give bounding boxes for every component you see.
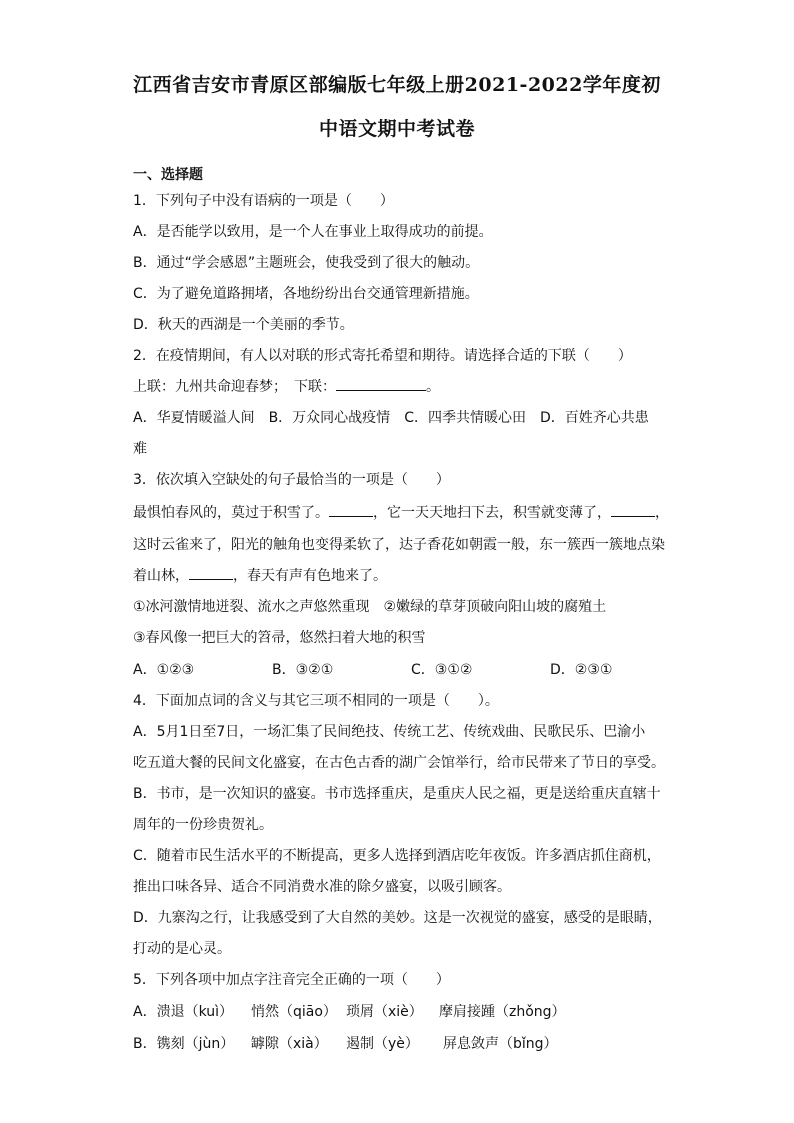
exam-title-line-1: 江西省吉安市青原区部编版七年级上册2021-2022学年度初 bbox=[133, 74, 661, 96]
option-b-item-2: 罅隙（xià） bbox=[251, 1036, 328, 1052]
question-3-passage-line-3 bbox=[133, 567, 387, 585]
answer-blank bbox=[189, 567, 233, 580]
option-a-item-1: A．溃退（kuì） bbox=[133, 1004, 234, 1020]
question-4-option-c-line-1: C．随着市民生活水平的不断提高，更多人选择到酒店吃年夜饭。许多酒店抓住商机， bbox=[133, 848, 661, 864]
question-2-couplet bbox=[133, 378, 440, 396]
question-1-option-b: B．通过“学会感恩”主题班会，使我受到了很大的触动。 bbox=[133, 255, 480, 271]
option-a-item-4: 摩肩接踵（zhǒng） bbox=[439, 1004, 566, 1020]
option-b-item-1: B．镌刻（jùn） bbox=[133, 1036, 235, 1052]
question-3-sentence-3: ③春风像一把巨大的笤帚，悠然扫着大地的积雪 bbox=[133, 630, 426, 646]
question-2-option-a: A．华夏情暖溢人间 bbox=[133, 410, 255, 426]
couplet-end: 。 bbox=[426, 379, 440, 395]
couplet-text: 上联：九州共命迎春梦； 下联： bbox=[133, 379, 336, 395]
question-4-option-c-line-2: 推出口味各异、适合不同消费水准的除夕盛宴，以吸引顾客。 bbox=[133, 879, 511, 895]
question-2-options bbox=[133, 409, 649, 427]
question-1-option-a: A．是否能学以致用，是一个人在事业上取得成功的前提。 bbox=[133, 224, 493, 240]
question-3-passage-line-2: 这时云雀来了，阳光的触角也变得柔软了，达子香花如朝霞一般，东一簇西一簇地点染 bbox=[133, 537, 665, 553]
question-3-sentences-1-2: ①冰河激情地迸裂、流水之声悠然重现 ②嫩绿的草芽顶破向阳山坡的腐殖土 bbox=[133, 599, 607, 615]
question-4-option-a-line-1: A．5月1日至7日，一场汇集了民间绝技、传统工艺、传统戏曲、民歌民乐、巴渝小 bbox=[133, 724, 646, 740]
question-3-options bbox=[133, 661, 612, 679]
option-a-item-3: 琐屑（xiè） bbox=[346, 1004, 423, 1020]
question-3-option-c: C．③①② bbox=[411, 662, 473, 678]
question-5-option-b bbox=[133, 1035, 558, 1053]
question-4-option-b-line-1: B．书市，是一次知识的盛宴。书市选择重庆，是重庆人民之福，更是送给重庆直辖十 bbox=[133, 786, 661, 802]
question-2-option-b: B．万众同心战疫情 bbox=[268, 410, 391, 426]
question-3-passage-line-1 bbox=[133, 504, 669, 522]
question-1-option-d: D．秋天的西湖是一个美丽的季节。 bbox=[133, 317, 354, 333]
passage-text: ，春天有声有色地来了。 bbox=[233, 568, 387, 584]
question-4-stem: 4．下面加点词的含义与其它三项不相同的一项是（ ）。 bbox=[133, 693, 499, 709]
question-2-stem: 2．在疫情期间，有人以对联的形式寄托希望和期待。请选择合适的下联（ ） bbox=[133, 348, 632, 364]
question-5-stem: 5．下列各项中加点字注音完全正确的一项（ ） bbox=[133, 972, 450, 988]
passage-text: 最惧怕春风的，莫过于积雪了。 bbox=[133, 505, 329, 521]
option-a-item-2: 悄然（qiāo） bbox=[251, 1004, 337, 1020]
question-4-option-d-line-1: D．九寨沟之行，让我感受到了大自然的美妙。这是一次视觉的盛宴，感受的是眼睛， bbox=[133, 910, 662, 926]
question-4-option-d-line-2: 打动的是心灵。 bbox=[133, 941, 231, 957]
question-3-option-b: B．③②① bbox=[272, 662, 334, 678]
question-3-option-a: A．①②③ bbox=[133, 662, 195, 678]
question-3-stem: 3．依次填入空缺处的句子最恰当的一项是（ ） bbox=[133, 472, 450, 488]
question-2-option-c: C．四季共情暖心田 bbox=[404, 410, 526, 426]
question-1-stem: 1．下列句子中没有语病的一项是（ ） bbox=[133, 193, 394, 209]
question-5-option-a bbox=[133, 1003, 566, 1021]
passage-text: ，它一天天地扫下去，积雪就变薄了， bbox=[373, 505, 611, 521]
answer-blank bbox=[336, 378, 426, 391]
option-b-item-4: 屏息敛声（bǐng） bbox=[443, 1036, 558, 1052]
section-heading: 一、选择题 bbox=[133, 167, 203, 183]
question-2-option-d: D．百姓齐心共患 bbox=[539, 410, 649, 426]
question-1-option-c: C．为了避免道路拥堵，各地纷纷出台交通管理新措施。 bbox=[133, 286, 479, 302]
passage-text: ， bbox=[655, 505, 669, 521]
exam-title-line-2: 中语文期中考试卷 bbox=[318, 118, 475, 140]
passage-text: 着山林， bbox=[133, 568, 189, 584]
answer-blank bbox=[611, 504, 655, 517]
option-b-item-3: 遏制（yè） bbox=[346, 1036, 419, 1052]
answer-blank bbox=[329, 504, 373, 517]
question-2-option-d-continued: 难 bbox=[133, 441, 147, 457]
question-3-option-d: D．②③① bbox=[550, 662, 613, 678]
question-4-option-b-line-2: 周年的一份珍贵贺礼。 bbox=[133, 817, 273, 833]
question-4-option-a-line-2: 吃五道大餐的民间文化盛宴，在古色古香的湖广会馆举行，给市民带来了节日的享受。 bbox=[133, 755, 665, 771]
